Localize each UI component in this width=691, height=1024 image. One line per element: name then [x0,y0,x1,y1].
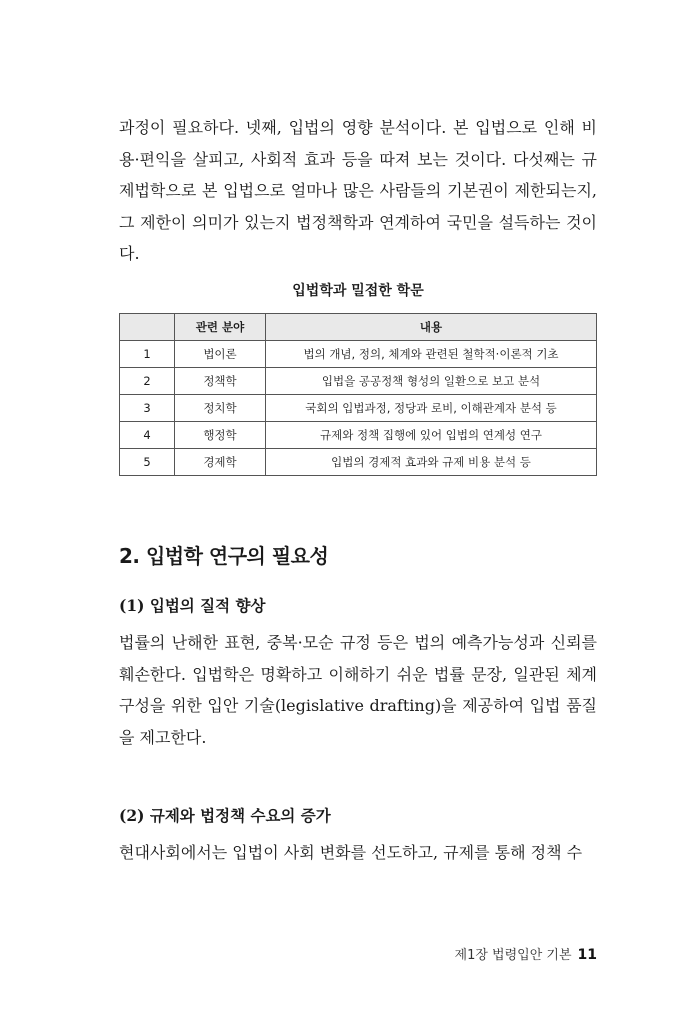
section-heading: 2. 입법학 연구의 필요성 [119,544,329,568]
table-header-row [120,314,597,341]
chapter-title: 제1장 법령입안 기본 [454,948,572,963]
subsection-heading-2: (2) 규제와 법정책 수요의 증가 [119,806,331,825]
row-number: 1 [120,341,175,368]
row-content: 법의 개념, 정의, 체계와 관련된 철학적·이론적 기초 [266,341,597,368]
page-footer [455,944,597,963]
table-row [120,422,597,449]
table-title: 입법학과 밀접한 학문 [292,283,424,299]
row-number: 2 [120,368,175,395]
table-row [120,395,597,422]
header-field: 관련 분야 [175,314,266,341]
header-content: 내용 [266,314,597,341]
row-content: 국회의 입법과정, 정당과 로비, 이해관계자 분석 등 [266,395,597,422]
related-disciplines-table [119,313,597,476]
row-content: 입법의 경제적 효과와 규제 비용 분석 등 [266,449,597,476]
row-field: 행정학 [175,422,266,449]
table-row [120,368,597,395]
page-number: 11 [577,947,597,963]
row-number: 5 [120,449,175,476]
row-field: 정책학 [175,368,266,395]
row-field: 정치학 [175,395,266,422]
table-row [120,341,597,368]
header-number [120,314,175,341]
row-number: 4 [120,422,175,449]
table-row [120,449,597,476]
row-field: 법이론 [175,341,266,368]
subsection-1-paragraph: 법률의 난해한 표현, 중복·모순 규정 등은 법의 예측가능성과 신뢰를 훼손한다. 입법학은 명확하고 이해하기 쉬운 법률 문장, 일관된 체계 구성을 위한 입안 기술(legislative drafting)을 제공하여 입법 품질을 제고한다. [119,633,597,747]
subsection-heading-1: (1) 입법의 질적 향상 [119,596,266,615]
subsection-2-paragraph: 현대사회에서는 입법이 사회 변화를 선도하고, 규제를 통해 정책 수 [119,843,583,862]
body-paragraph: 과정이 필요하다. 넷째, 입법의 영향 분석이다. 본 입법으로 인해 비용·편익을 살피고, 사회적 효과 등을 따져 보는 것이다. 다섯째는 규제법학으로 본 입법으로 얼마나 많은 사람들의 기본권이 제한되는지, 그 제한이 의미가 있는지 법정책학과 연계하여 국민을 설득하는 것이다. [119,118,597,263]
row-number: 3 [120,395,175,422]
row-field: 경제학 [175,449,266,476]
row-content: 입법을 공공정책 형성의 일환으로 보고 분석 [266,368,597,395]
row-content: 규제와 정책 집행에 있어 입법의 연계성 연구 [266,422,597,449]
